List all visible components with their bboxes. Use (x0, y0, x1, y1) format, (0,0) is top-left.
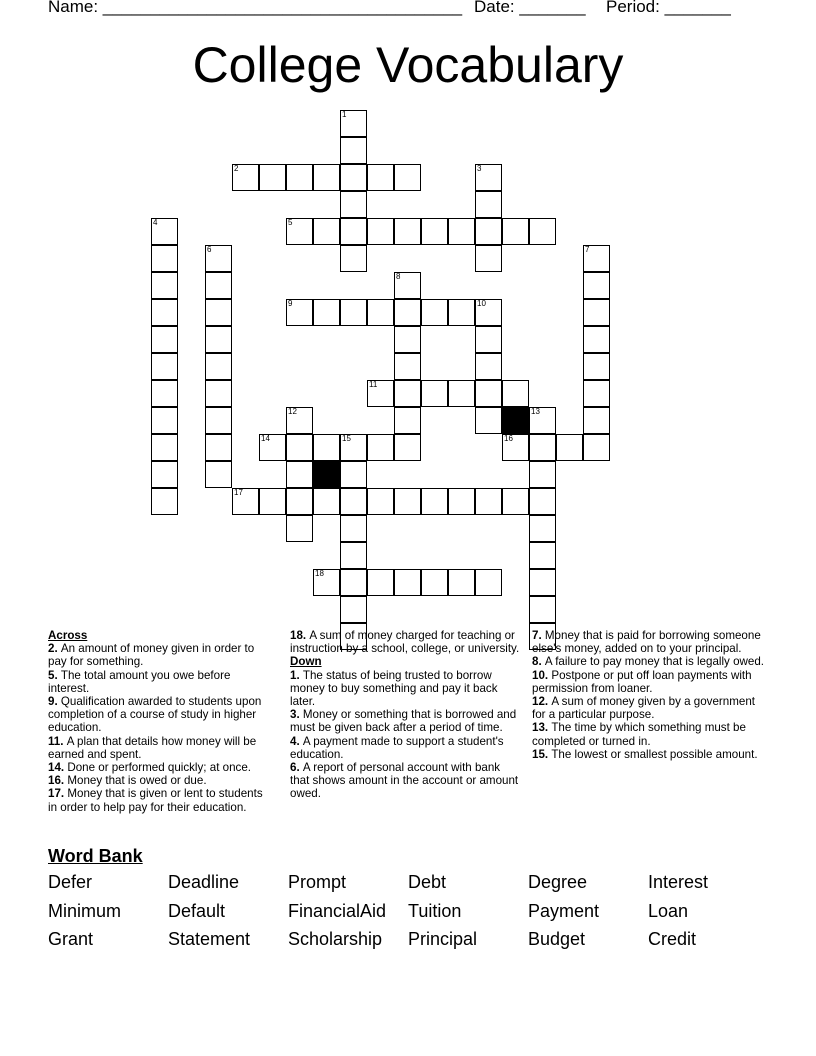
grid-cell[interactable] (448, 569, 475, 596)
grid-cell[interactable] (394, 353, 421, 380)
grid-cell[interactable] (448, 380, 475, 407)
clue-section-heading: Down (290, 655, 322, 669)
grid-cell[interactable] (340, 218, 367, 245)
clue-item-number: 4. (290, 734, 303, 748)
grid-cell[interactable] (475, 380, 502, 407)
clue-item-number: 6. (290, 761, 303, 775)
clue-number: 1 (342, 110, 347, 119)
word-bank-word: FinancialAid (288, 901, 387, 921)
grid-cell[interactable] (340, 245, 367, 272)
clue-item-text: The total amount you owe before interest. (48, 668, 231, 695)
clue-item-text: A sum of money charged for teaching or instruction by a school, college, or university. (290, 629, 520, 656)
clue-item-text: Money that is paid for borrowing someone else's money, added on to your principal. (532, 629, 761, 656)
clue-item-number: 12. (532, 695, 552, 709)
grid-cell[interactable] (421, 299, 448, 326)
grid-cell[interactable] (340, 515, 367, 542)
grid-cell[interactable] (421, 488, 448, 515)
clue-item-text: A plan that details how money will be earned and spent. (48, 734, 257, 761)
grid-cell[interactable] (205, 434, 232, 461)
clue-item (48, 735, 274, 761)
word-bank-word: Default (168, 901, 226, 921)
grid-cell[interactable] (556, 434, 583, 461)
grid-cell[interactable] (394, 569, 421, 596)
clue-item-number: 11. (48, 734, 67, 748)
clue-section-heading: Across (48, 629, 88, 642)
clue-number: 6 (207, 245, 212, 254)
grid-cell[interactable] (394, 488, 421, 515)
clue-item-number: 14. (48, 761, 68, 775)
clue-item-number: 10. (532, 668, 552, 682)
word-bank-word: Payment (528, 901, 600, 921)
grid-cell[interactable] (367, 569, 394, 596)
grid-cell[interactable] (394, 434, 421, 461)
clue-number: 14 (261, 434, 270, 443)
clue-item (532, 695, 766, 721)
clue-item (48, 695, 274, 735)
grid-cell[interactable] (421, 569, 448, 596)
clue-number: 8 (396, 272, 401, 281)
clue-number: 9 (288, 299, 293, 308)
grid-cell[interactable] (151, 461, 178, 488)
clue-number: 2 (234, 164, 239, 173)
clue-number: 3 (477, 164, 482, 173)
grid-cell[interactable] (340, 164, 367, 191)
grid-cell[interactable] (583, 272, 610, 299)
grid-cell[interactable] (367, 299, 394, 326)
grid-cell[interactable] (286, 434, 313, 461)
clue-number: 4 (153, 218, 158, 227)
clue-item-text: A report of personal account with bank that shows amount in the account or amount owed. (290, 761, 519, 801)
clue-number: 18 (315, 569, 324, 578)
clue-item-text: The lowest or smallest possible amount. (551, 747, 758, 761)
clue-item (48, 761, 274, 774)
grid-cell[interactable] (529, 515, 556, 542)
clue-item-text: Qualification awarded to students upon completion of a course of study in higher education. (48, 695, 262, 735)
clue-item (48, 787, 274, 813)
name-field[interactable]: Name: ______________________________________ (48, 0, 463, 16)
black-cell (313, 461, 340, 488)
clue-item (290, 735, 522, 761)
grid-cell[interactable] (502, 218, 529, 245)
grid-cell[interactable] (448, 218, 475, 245)
grid-cell[interactable] (583, 380, 610, 407)
grid-cell[interactable] (340, 461, 367, 488)
grid-cell[interactable] (502, 488, 529, 515)
grid-cell[interactable] (529, 569, 556, 596)
grid-cell[interactable] (205, 461, 232, 488)
clue-number: 12 (288, 407, 297, 416)
grid-cell[interactable] (367, 434, 394, 461)
clue-item-number: 3. (290, 708, 303, 722)
clue-item (532, 721, 766, 747)
grid-cell[interactable] (367, 164, 394, 191)
grid-cell[interactable] (529, 461, 556, 488)
word-bank-word: Prompt (288, 872, 347, 892)
grid-cell[interactable] (394, 326, 421, 353)
word-bank-word: Principal (408, 929, 478, 949)
grid-cell[interactable] (583, 326, 610, 353)
word-bank-title: Word Bank (48, 846, 143, 866)
word-bank-word: Deadline (168, 872, 240, 892)
clue-item-number: 17. (48, 787, 68, 801)
grid-cell[interactable] (286, 488, 313, 515)
grid-cell[interactable] (313, 488, 340, 515)
clue-item-number: 2. (48, 642, 61, 656)
clue-item (532, 748, 766, 761)
grid-cell[interactable] (475, 353, 502, 380)
clue-item-text: A failure to pay money that is legally owed. (544, 655, 765, 669)
grid-cell[interactable] (367, 218, 394, 245)
clue-item-text: Postpone or put off loan payments with permission from loaner. (532, 668, 752, 695)
clue-item (290, 669, 522, 709)
grid-cell[interactable] (151, 353, 178, 380)
clue-item-text: The time by which something must be completed or turned in. (532, 721, 746, 748)
clue-item-number: 1. (290, 668, 303, 682)
date-field[interactable]: Date: _______ (474, 0, 586, 16)
word-bank-word: Scholarship (288, 929, 383, 949)
grid-cell[interactable] (475, 326, 502, 353)
clues-column-1 (48, 629, 274, 814)
clue-item-text: Done or performed quickly; at once. (67, 761, 252, 775)
clue-item-number: 16. (48, 774, 68, 788)
grid-cell[interactable] (529, 218, 556, 245)
grid-cell[interactable] (340, 137, 367, 164)
period-field[interactable]: Period: _______ (606, 0, 731, 16)
clues-column-2 (290, 629, 522, 801)
grid-cell[interactable] (475, 245, 502, 272)
grid-cell[interactable] (205, 272, 232, 299)
grid-cell[interactable] (313, 434, 340, 461)
clue-item (48, 642, 274, 668)
clue-number: 11 (369, 380, 378, 389)
word-bank-word: Interest (648, 872, 709, 892)
word-bank-word: Debt (408, 872, 447, 892)
clue-item (48, 774, 274, 787)
word-bank-word: Budget (528, 929, 586, 949)
grid-cell[interactable] (205, 299, 232, 326)
clue-item-text: The status of being trusted to borrow money to buy something and pay it back later. (290, 668, 498, 709)
clue-item-number: 15. (532, 747, 552, 761)
grid-cell[interactable] (421, 380, 448, 407)
word-bank-word: Degree (528, 872, 588, 892)
clue-number: 7 (585, 245, 590, 254)
clue-number: 5 (288, 218, 293, 227)
grid-cell[interactable] (151, 326, 178, 353)
grid-cell[interactable] (583, 299, 610, 326)
grid-cell[interactable] (340, 596, 367, 623)
word-bank-word: Statement (168, 929, 251, 949)
grid-cell[interactable] (205, 407, 232, 434)
clue-item-text: Money or something that is borrowed and must be given back after a period of time. (290, 708, 517, 735)
grid-cell[interactable] (529, 488, 556, 515)
clue-item (290, 761, 522, 801)
grid-cell[interactable] (259, 164, 286, 191)
clue-item-text: A payment made to support a student's education. (290, 734, 504, 761)
grid-cell[interactable] (394, 164, 421, 191)
grid-cell[interactable] (286, 461, 313, 488)
grid-cell[interactable] (421, 218, 448, 245)
clue-number: 16 (504, 434, 513, 443)
clue-item (532, 669, 766, 695)
grid-cell[interactable] (205, 353, 232, 380)
clue-item-number: 18. (290, 629, 310, 642)
grid-cell[interactable] (502, 380, 529, 407)
grid-cell[interactable] (475, 191, 502, 218)
page-title: College Vocabulary (192, 37, 624, 93)
clue-item (532, 629, 766, 655)
grid-cell[interactable] (151, 272, 178, 299)
grid-cell[interactable] (394, 218, 421, 245)
grid-cell[interactable] (583, 353, 610, 380)
clue-item-text: An amount of money given in order to pay for something. (48, 642, 255, 669)
grid-cell[interactable] (151, 407, 178, 434)
grid-cell[interactable] (286, 164, 313, 191)
grid-cell[interactable] (340, 488, 367, 515)
clue-number: 13 (531, 407, 540, 416)
grid-cell[interactable] (367, 488, 394, 515)
grid-cell[interactable] (475, 218, 502, 245)
grid-cell[interactable] (151, 245, 178, 272)
clue-item (532, 655, 766, 668)
grid-cell[interactable] (394, 380, 421, 407)
clue-item-text: Money that is given or lent to students in order to help pay for their education. (48, 787, 263, 814)
grid-cell[interactable] (205, 380, 232, 407)
grid-cell[interactable] (475, 488, 502, 515)
grid-cell[interactable] (475, 407, 502, 434)
clue-item-text: Money that is owed or due. (67, 774, 207, 788)
grid-cell[interactable] (529, 542, 556, 569)
clue-number: 10 (477, 299, 486, 308)
clue-item-number: 8. (532, 655, 545, 669)
clue-item (290, 629, 522, 655)
clue-item-number: 13. (532, 721, 552, 735)
grid-cell[interactable] (151, 380, 178, 407)
clue-item (48, 669, 274, 695)
clue-item-text: A sum of money given by a government for a particular purpose. (532, 695, 755, 722)
word-bank-word: Defer (48, 872, 93, 892)
grid-cell[interactable] (313, 218, 340, 245)
grid-cell[interactable] (340, 542, 367, 569)
clue-item (290, 708, 522, 734)
grid-cell[interactable] (475, 569, 502, 596)
grid-cell[interactable] (394, 299, 421, 326)
grid-cell[interactable] (583, 434, 610, 461)
black-cell (502, 407, 529, 434)
grid-cell[interactable] (151, 488, 178, 515)
clue-number: 17 (234, 488, 243, 497)
grid-cell[interactable] (286, 515, 313, 542)
grid-cell[interactable] (448, 488, 475, 515)
grid-cell[interactable] (313, 164, 340, 191)
grid-cell[interactable] (448, 299, 475, 326)
clue-item-number: 5. (48, 668, 61, 682)
grid-cell[interactable] (340, 191, 367, 218)
grid-cell[interactable] (529, 596, 556, 623)
word-bank-word: Minimum (48, 901, 122, 921)
word-bank-word: Tuition (408, 901, 462, 921)
grid-cell[interactable] (313, 299, 340, 326)
clues-column-3 (532, 629, 766, 761)
grid-cell[interactable] (151, 434, 178, 461)
grid-cell[interactable] (259, 488, 286, 515)
grid-cell[interactable] (151, 299, 178, 326)
clue-item-number: 7. (532, 629, 545, 642)
grid-cell[interactable] (394, 407, 421, 434)
word-bank-word: Grant (48, 929, 94, 949)
grid-cell[interactable] (205, 326, 232, 353)
clue-number: 15 (342, 434, 351, 443)
grid-cell[interactable] (340, 569, 367, 596)
grid-cell[interactable] (583, 407, 610, 434)
grid-cell[interactable] (340, 299, 367, 326)
word-bank-word: Loan (648, 901, 689, 921)
word-bank-word: Credit (648, 929, 697, 949)
grid-cell[interactable] (529, 434, 556, 461)
clue-item-number: 9. (48, 695, 61, 709)
